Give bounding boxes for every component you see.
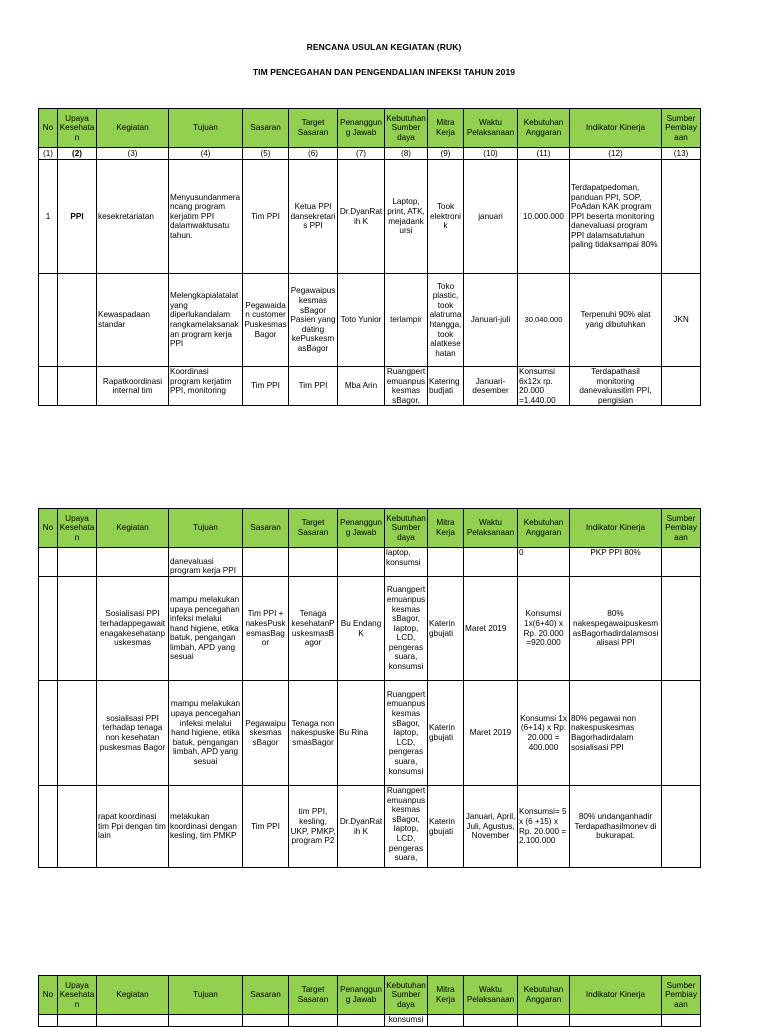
cell-indikator: 80% undanganhadir Terdapathasilmonev di bukurapat. — [570, 786, 662, 868]
cell-tujuan: danevaluasi program kerja PPI — [169, 548, 243, 577]
cell-mitra: Katerin gbujati — [428, 681, 464, 786]
cell-target: Tenaga kesehatanPuskesmasBagor — [289, 577, 338, 681]
cell-sasaran: Tim PPI + nakesPuskesmasBagor — [243, 577, 289, 681]
cell-upaya — [58, 681, 97, 786]
header-tujuan: Tujuan — [169, 976, 243, 1015]
table-row — [39, 577, 701, 681]
cell-sumber-daya: terlampir — [385, 274, 428, 367]
header-upaya: Upaya Kesehatan — [58, 976, 97, 1015]
cell-no — [39, 548, 58, 577]
cell-tujuan: Menyusundanmerancang program kerjatim PPI dalamwaktusatu tahun. — [169, 160, 243, 274]
header-target: Target Sasaran — [289, 109, 338, 148]
col-number: (1) — [39, 148, 58, 160]
cell-upaya — [58, 577, 97, 681]
cell-upaya — [58, 1015, 97, 1027]
cell-target: Tim PPI — [289, 367, 338, 406]
header-indikator: Indikator Kinerja — [570, 976, 662, 1015]
cell-sumber-daya: Ruangpertemuanpuskesmas sBagor, laptop, LCD, pengeras suara, konsumsi — [385, 577, 428, 681]
cell-anggaran: 10.000.000 — [518, 160, 570, 274]
cell-anggaran — [518, 1015, 570, 1027]
cell-sumber-daya: Ruangpertemuanpuskesmas sBagor, — [385, 367, 428, 406]
header-pembiayaan: Sumber Pembiayaan — [662, 509, 701, 548]
col-number: (9) — [428, 148, 464, 160]
header-pembiayaan: Sumber Pembiayaan — [662, 976, 701, 1015]
cell-indikator: Terdapatpedoman, panduan PPI, SOP, PoAdan KAK program PPI beserta monitoring danevaluasi program PPI dalamsatutahun paling tidaksampai 80% — [570, 160, 662, 274]
cell-pembiayaan — [662, 548, 701, 577]
cell-upaya — [58, 367, 97, 406]
cell-kegiatan: Kewaspadaan standar — [97, 274, 169, 367]
col-number: (2) — [58, 148, 97, 160]
cell-pembiayaan — [662, 160, 701, 274]
header-no: No — [39, 976, 58, 1015]
cell-target — [289, 1015, 338, 1027]
col-number: (4) — [169, 148, 243, 160]
cell-sumber-daya: Ruangpertemuanpuskesmas sBagor, laptop, LCD, pengeras suara, konsumsi — [385, 681, 428, 786]
cell-kegiatan — [97, 548, 169, 577]
col-number: (11) — [518, 148, 570, 160]
cell-sasaran — [243, 1015, 289, 1027]
col-number: (5) — [243, 148, 289, 160]
cell-waktu: Maret 2019 — [464, 681, 518, 786]
cell-anggaran: Konsumsi= 5 x (6 +15) x Rp. 20.000 = 2.100.000 — [518, 786, 570, 868]
cell-mitra: Katerin gbujati — [428, 786, 464, 868]
header-anggaran: Kebutuhan Anggaran — [518, 509, 570, 548]
cell-penanggung-jawab: Dr.DyanRatih K — [338, 160, 385, 274]
cell-waktu: Maret 2019 — [464, 577, 518, 681]
cell-kegiatan: Sosialisasi PPI terhadappegawaitenagakesehatanpuskesmas — [97, 577, 169, 681]
header-kegiatan: Kegiatan — [97, 976, 169, 1015]
cell-sumber-daya: Ruangpertemuanpuskesmas sBagor, laptop, LCD, pengeras suara, — [385, 786, 428, 868]
cell-waktu: Januari-juli — [464, 274, 518, 367]
cell-tujuan: mampu melakukan upaya pencegahan infeksi melalui hand higiene, etika batuk, pengangan limbah, APD yang sesuai — [169, 681, 243, 786]
cell-tujuan: melakukan koordinasi dengan kesling, tim PMKP — [169, 786, 243, 868]
cell-mitra: Toko plastic, took alatrumahtangga, took alatkesehatan — [428, 274, 464, 367]
table-row — [39, 786, 701, 868]
column-number-row — [39, 148, 701, 160]
header-sumber-daya: Kebutuhan Sumber daya — [385, 109, 428, 148]
document-title: RENCANA USULAN KEGIATAN (RUK) — [306, 42, 462, 52]
cell-penanggung-jawab: Toto Yunior — [338, 274, 385, 367]
ruk-table-page-3 — [38, 975, 701, 1027]
header-tujuan: Tujuan — [169, 509, 243, 548]
cell-kegiatan: rapat koordinasi tim Ppi dengan tim lain — [97, 786, 169, 868]
cell-sasaran: Pegawaipuskesmas sBagor — [243, 681, 289, 786]
cell-anggaran: 0 — [518, 548, 570, 577]
cell-kegiatan — [97, 1015, 169, 1027]
cell-sasaran — [243, 548, 289, 577]
cell-no — [39, 786, 58, 868]
cell-upaya — [58, 786, 97, 868]
table-row — [39, 548, 701, 577]
cell-kegiatan: kesekretariatan — [97, 160, 169, 274]
cell-mitra: Took elektronik — [428, 160, 464, 274]
header-waktu: Waktu Pelaksanaan — [464, 109, 518, 148]
cell-sumber-daya: laptop, konsumsi — [385, 548, 428, 577]
cell-indikator: 80% pegawai non nakespuskesmas Bagorhadirdalam sosialisasi PPI — [570, 681, 662, 786]
cell-no: 1 — [39, 160, 58, 274]
header-tujuan: Tujuan — [169, 109, 243, 148]
cell-indikator: 80% nakespegawaipuskesmasBagorhadirdalamsosialisasi PPI — [570, 577, 662, 681]
header-no: No — [39, 109, 58, 148]
col-number: (6) — [289, 148, 338, 160]
header-sumber-daya: Kebutuhan Sumber daya — [385, 976, 428, 1015]
header-upaya: Upaya Kesehatan — [58, 109, 97, 148]
header-sasaran: Sasaran — [243, 976, 289, 1015]
cell-waktu: Januari-desember — [464, 367, 518, 406]
cell-no — [39, 1015, 58, 1027]
header-sasaran: Sasaran — [243, 509, 289, 548]
header-mitra: Mitra Kerja — [428, 976, 464, 1015]
cell-anggaran: Konsumsi 1x (6+14) x Rp. 20.000 = 400.000 — [518, 681, 570, 786]
cell-indikator — [570, 1015, 662, 1027]
cell-waktu: Januari, April, Juli, Agustus, November — [464, 786, 518, 868]
cell-pembiayaan — [662, 681, 701, 786]
header-penanggung-jawab: Penanggung Jawab — [338, 109, 385, 148]
cell-no — [39, 681, 58, 786]
cell-pembiayaan — [662, 367, 701, 406]
cell-pembiayaan: JKN — [662, 274, 701, 367]
cell-mitra: Katerin gbujati — [428, 577, 464, 681]
cell-penanggung-jawab: Bu Rina — [338, 681, 385, 786]
cell-no — [39, 274, 58, 367]
cell-sasaran: Tim PPI — [243, 367, 289, 406]
cell-target — [289, 548, 338, 577]
cell-upaya: PPI — [58, 160, 97, 274]
col-number: (8) — [385, 148, 428, 160]
cell-target: tim PPI, kesling, UKP, PMKP, program P2 — [289, 786, 338, 868]
cell-sasaran: Tim PPI — [243, 160, 289, 274]
cell-penanggung-jawab: Dr.DyanRatih K — [338, 786, 385, 868]
header-indikator: Indikator Kinerja — [570, 509, 662, 548]
cell-waktu — [464, 548, 518, 577]
header-waktu: Waktu Pelaksanaan — [464, 976, 518, 1015]
cell-sasaran: Pegawaidan customer PuskesmasBagor — [243, 274, 289, 367]
document-subtitle: TIM PENCEGAHAN DAN PENGENDALIAN INFEKSI TAHUN 2019 — [252, 67, 516, 77]
header-target: Target Sasaran — [289, 976, 338, 1015]
cell-penanggung-jawab — [338, 1015, 385, 1027]
header-waktu: Waktu Pelaksanaan — [464, 509, 518, 548]
header-indikator: Indikator Kinerja — [570, 109, 662, 148]
header-anggaran: Kebutuhan Anggaran — [518, 976, 570, 1015]
cell-tujuan: Melengkapialatalat yang diperlukandalam rangkamelaksanakan program kerja PPI — [169, 274, 243, 367]
cell-target: Pegawaipuskesmas sBagor Pasien yang dating kePuskesmasBagor — [289, 274, 338, 367]
cell-pembiayaan — [662, 577, 701, 681]
cell-pembiayaan — [662, 1015, 701, 1027]
cell-sasaran: Tim PPI — [243, 786, 289, 868]
cell-penanggung-jawab — [338, 548, 385, 577]
table-row — [39, 367, 701, 406]
cell-upaya — [58, 274, 97, 367]
header-no: No — [39, 509, 58, 548]
cell-penanggung-jawab: Bu Endang K — [338, 577, 385, 681]
cell-mitra: Katering budjati — [428, 367, 464, 406]
cell-penanggung-jawab: Mba Arin — [338, 367, 385, 406]
col-number: (3) — [97, 148, 169, 160]
cell-sumber-daya: konsumsi — [385, 1015, 428, 1027]
cell-anggaran: 30.040.000 — [518, 274, 570, 367]
cell-sumber-daya: Laptop, print, ATK, mejadankursi — [385, 160, 428, 274]
cell-target: Ketua PPI dansekretaris PPI — [289, 160, 338, 274]
cell-tujuan: mampu melakukan upaya pencegahan infeksi melalui hand higiene, etika batuk, pengangan limbah, APD yang sesuai — [169, 577, 243, 681]
cell-target: Tenaga non nakespuskesmasBagor — [289, 681, 338, 786]
cell-no — [39, 367, 58, 406]
header-pembiayaan: Sumber Pembiayaan — [662, 109, 701, 148]
cell-indikator: Terdapathasil monitoring danevaluasitim PPI, pengisian — [570, 367, 662, 406]
header-kegiatan: Kegiatan — [97, 109, 169, 148]
table-row — [39, 274, 701, 367]
ruk-table-page-2 — [38, 508, 701, 868]
table-row — [39, 1015, 701, 1027]
header-upaya: Upaya Kesehatan — [58, 509, 97, 548]
header-anggaran: Kebutuhan Anggaran — [518, 109, 570, 148]
header-sumber-daya: Kebutuhan Sumber daya — [385, 509, 428, 548]
cell-kegiatan: sosialisasi PPI terhadap tenaga non kesehatan puskesmas Bagor — [97, 681, 169, 786]
table-row — [39, 681, 701, 786]
cell-anggaran: Konsumsi 6x12x rp. 20.000 =1.440.00 — [518, 367, 570, 406]
ruk-table-page-1 — [38, 108, 701, 406]
cell-waktu — [464, 1015, 518, 1027]
cell-pembiayaan — [662, 786, 701, 868]
cell-upaya — [58, 548, 97, 577]
cell-no — [39, 577, 58, 681]
cell-mitra — [428, 1015, 464, 1027]
table-row — [39, 160, 701, 274]
cell-indikator: PKP PPI 80% — [570, 548, 662, 577]
header-sasaran: Sasaran — [243, 109, 289, 148]
cell-waktu: januari — [464, 160, 518, 274]
cell-tujuan — [169, 1015, 243, 1027]
cell-kegiatan: Rapatkoordinasi internal tim — [97, 367, 169, 406]
header-target: Target Sasaran — [289, 509, 338, 548]
header-kegiatan: Kegiatan — [97, 509, 169, 548]
header-mitra: Mitra Kerja — [428, 109, 464, 148]
col-number: (12) — [570, 148, 662, 160]
cell-indikator: Terpenuhi 90% alat yang dibutuhkan — [570, 274, 662, 367]
col-number: (13) — [662, 148, 701, 160]
col-number: (10) — [464, 148, 518, 160]
cell-mitra — [428, 548, 464, 577]
col-number: (7) — [338, 148, 385, 160]
header-penanggung-jawab: Penanggung Jawab — [338, 509, 385, 548]
header-mitra: Mitra Kerja — [428, 509, 464, 548]
cell-anggaran: Konsumsi 1x(6+40) x Rp. 20.000 =920.000 — [518, 577, 570, 681]
cell-tujuan: Koordinasi program kerjatim PPI, monitoring — [169, 367, 243, 406]
header-penanggung-jawab: Penanggung Jawab — [338, 976, 385, 1015]
